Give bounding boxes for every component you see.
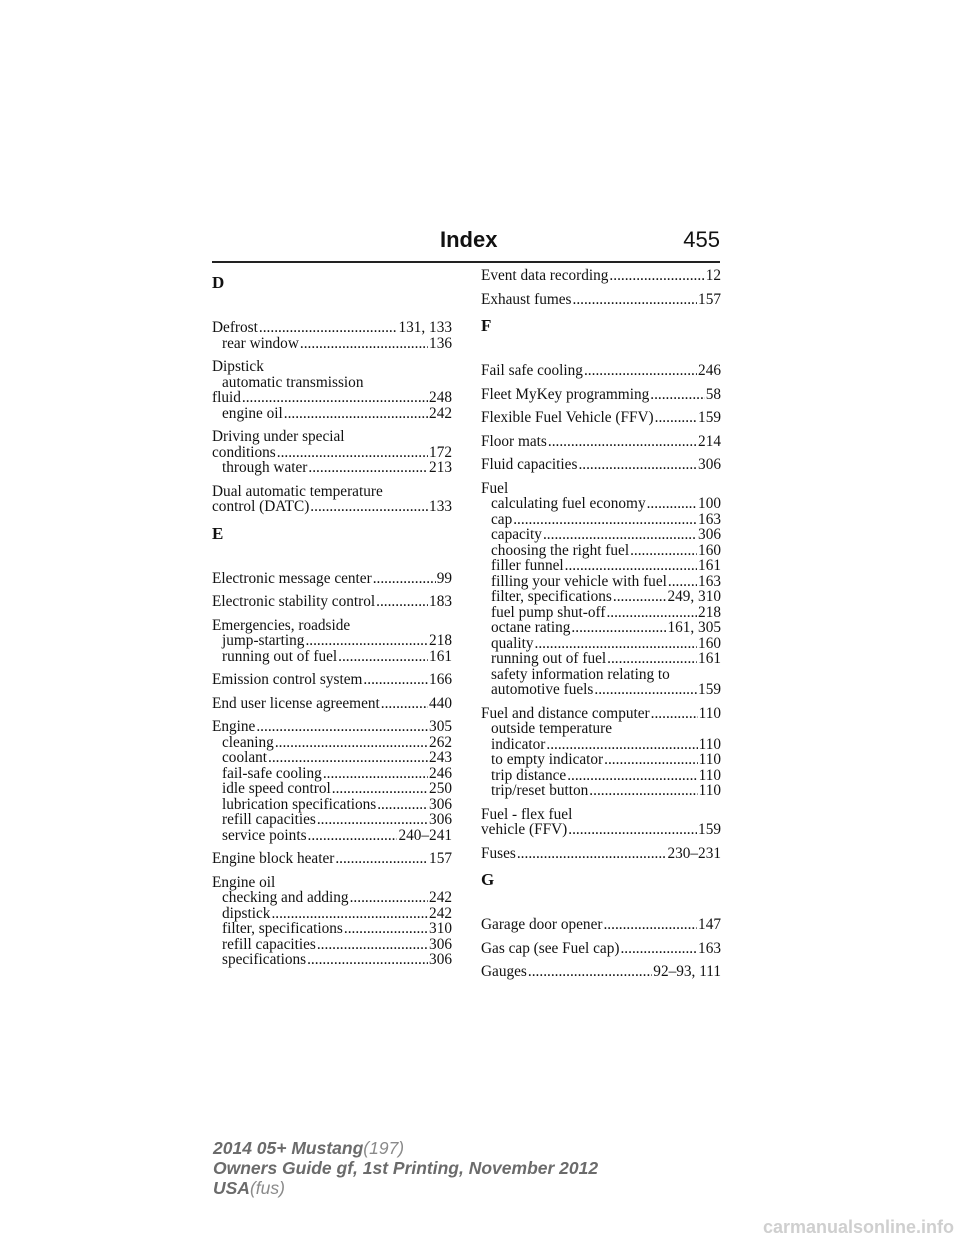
index-subentry [481,768,721,784]
index-subentry [481,605,721,621]
index-term [481,363,721,379]
page-header [212,225,720,263]
page-ref: 100 [698,495,721,512]
index-entry [481,807,721,838]
index-entry [212,696,452,712]
index-subentry [212,952,452,968]
dot-leader [655,410,697,426]
entry-text: Event data recording [481,267,609,284]
index-subentry [212,812,452,828]
index-subentry [212,735,452,751]
entry-text: refill capacities [222,811,316,828]
page-ref: 160 [698,634,721,652]
dot-leader [259,320,398,336]
section-letter: E [212,523,224,543]
dot-leader [344,921,428,937]
dot-leader [317,937,428,953]
entry-text: Driving under special [212,428,345,445]
entry-text: engine oil [222,404,283,422]
entry-text: End user license agreement [212,694,380,712]
index-subentry [212,375,452,391]
entry-text: Fuses [481,844,516,862]
entry-text: indicator [491,735,546,753]
index-subentry [481,737,721,753]
section-letter: G [481,870,495,889]
dot-leader [573,292,698,308]
dot-leader [543,527,697,543]
entry-text: Dual automatic temperature [212,482,383,500]
entry-text: fail-safe cooling [222,764,322,782]
index-subentry [481,589,721,605]
entry-text: quality [491,634,534,652]
dot-leader [594,682,697,698]
index-subentry [481,543,721,559]
index-term [212,359,452,375]
page-ref: 163 [698,939,721,957]
dot-leader [613,589,667,605]
dot-leader [277,445,428,461]
index-term [212,390,452,406]
index-term [481,846,721,862]
entry-text: filling your vehicle with fuel [491,572,667,590]
page-ref: 157 [429,850,452,867]
entry-text: conditions [212,443,276,461]
dot-leader [647,496,697,512]
index-subentry [212,906,452,922]
index-entry [481,706,721,799]
dot-leader [513,512,697,528]
index-term [481,822,721,838]
index-entry [212,571,452,587]
index-subentry [481,651,721,667]
footer [213,1138,598,1198]
dot-leader [308,828,398,844]
dot-leader [607,651,697,667]
index-term [481,387,721,403]
entry-text: fuel pump shut-off [491,603,606,621]
dot-leader [650,387,704,403]
page-ref: 110 [698,735,721,753]
entry-text: Emission control system [212,671,363,688]
index-entry [481,941,721,957]
dot-leader [589,783,697,799]
index-term [212,719,452,735]
index-subentry [212,649,452,665]
page-ref: 110 [698,766,721,784]
page-ref: 248 [429,389,452,406]
section-letter: D [212,273,225,292]
page-ref: 183 [429,593,452,610]
page-ref: 99 [436,569,452,587]
dot-leader [578,457,697,473]
page-ref: 160 [698,541,721,559]
index-column-right [481,268,721,988]
entry-text: running out of fuel [222,647,338,665]
entry-text: Electronic message center [212,569,372,587]
page-ref: 58 [705,385,721,403]
entry-text: rear window [222,334,299,352]
index-subentry [212,750,452,766]
entry-text: vehicle (FFV) [481,821,568,838]
page-ref: 306 [429,795,452,813]
footer-line-3: USA(fus) [213,1178,285,1198]
index-column-left [212,268,452,976]
index-subentry [212,633,452,649]
entry-text: Engine [212,718,256,735]
index-subentry [481,620,721,636]
entry-text: specifications [222,951,307,968]
index-entry [212,618,452,665]
entry-text: Fluid capacities [481,456,578,473]
index-term [481,917,721,933]
entry-text: automotive fuels [491,681,594,698]
dot-leader [567,768,697,784]
page-ref: 147 [698,916,721,933]
index-term [481,807,721,823]
entry-text: jump-starting [222,632,305,649]
entry-text: to empty indicator [491,751,604,768]
entry-text: safety information relating to [491,665,670,683]
index-term [212,320,452,336]
index-term [212,499,452,515]
page-ref: 305 [429,718,452,735]
page-ref: 306 [698,526,721,543]
index-term [212,429,452,445]
index-subentry [212,890,452,906]
page-ref: 246 [429,764,452,782]
dot-leader [307,952,428,968]
index-entry [212,429,452,476]
dot-leader [528,964,652,980]
page-ref: 161 [698,557,721,574]
index-term [212,571,452,587]
index-entry [212,359,452,421]
dot-leader [284,406,428,422]
entry-text: lubrication specifications [222,795,377,813]
page-ref: 213 [429,459,452,476]
page-ref: 131, 133 [398,319,452,336]
entry-text: Fuel [481,479,509,497]
page-ref: 242 [429,889,452,906]
dot-leader [546,737,697,753]
entry-text: Gas cap (see Fuel cap) [481,939,620,957]
dot-leader [609,268,704,284]
dot-leader [565,558,697,574]
page-ref: 440 [429,694,452,712]
dot-leader [571,620,666,636]
page-ref: 92–93, 111 [653,963,721,980]
page-ref: 214 [698,432,721,450]
page-ref: 157 [698,290,721,308]
page-ref: 306 [429,935,452,953]
dot-leader [381,696,428,712]
entry-text: Defrost [212,319,258,336]
page-ref: 136 [429,334,452,352]
dot-leader [350,890,428,906]
index-subentry [212,797,452,813]
page-ref: 249, 310 [667,588,721,605]
entry-text: Flexible Fuel Vehicle (FFV) [481,409,654,426]
page-ref: 242 [429,904,452,922]
page-ref: 246 [698,362,721,379]
index-subentry [212,937,452,953]
entry-text: cap [491,510,513,528]
index-term [212,672,452,688]
entry-text: Electronic stability control [212,593,376,610]
index-term [212,875,452,891]
index-subentry [481,496,721,512]
dot-leader [584,363,697,379]
dot-leader [620,941,697,957]
index-entry [481,363,721,379]
index-entry [212,594,452,610]
entry-text: octane rating [491,619,571,636]
page-ref: 262 [429,733,452,751]
entry-text: filter, specifications [491,588,612,605]
index-term [481,706,721,722]
page-ref: 310 [429,920,452,937]
dot-leader [373,571,436,587]
page-title: Index [440,227,498,252]
page-ref: 166 [429,671,452,688]
page-ref: 110 [698,782,721,799]
entry-text: Fail safe cooling [481,362,583,379]
entry-text: filter, specifications [222,920,343,937]
index-term [481,434,721,450]
entry-text: Fuel and distance computer [481,704,650,722]
dot-leader [376,594,428,610]
entry-text: control (DATC) [212,498,310,515]
index-entry [481,457,721,473]
dot-leader [300,336,428,352]
page-ref: 159 [698,681,721,698]
dot-leader [668,574,697,590]
entry-text: dipstick [222,904,271,922]
dot-leader [338,649,428,665]
dot-leader [323,766,428,782]
page-ref: 161 [429,647,452,665]
page-ref: 161, 305 [667,619,721,636]
dot-leader [548,434,697,450]
dot-leader [535,636,698,652]
page-ref: 306 [429,951,452,968]
entry-text: automatic transmission [222,373,364,391]
index-entry [481,964,721,980]
page-ref: 163 [698,510,721,528]
index-entry [212,320,452,351]
dot-leader [606,605,697,621]
index-entry [212,484,452,515]
entry-text: trip/reset button [491,782,589,799]
entry-text: idle speed control [222,780,331,797]
entry-text: Fuel - flex fuel [481,805,573,823]
entry-text: refill capacities [222,935,316,953]
page-ref: 306 [429,811,452,828]
index-entry [481,292,721,308]
page-ref: 163 [698,572,721,590]
index-subentry [212,766,452,782]
page-ref: 172 [429,443,452,461]
entry-text: Engine block heater [212,850,335,867]
entry-text: fluid [212,389,241,406]
index-subentry [212,781,452,797]
footer-line-1: 2014 05+ Mustang(197) [213,1138,405,1158]
page-number: 455 [683,227,720,252]
index-term [481,964,721,980]
dot-leader [275,735,428,751]
page-ref: 306 [698,456,721,473]
index-term [481,481,721,497]
index-term [212,851,452,867]
dot-leader [377,797,428,813]
entry-text: running out of fuel [491,650,607,667]
page-ref: 110 [698,704,721,722]
dot-leader [305,633,428,649]
index-term [212,445,452,461]
page-ref: 159 [698,821,721,838]
index-subentry [481,667,721,683]
index-subentry [481,682,721,698]
index-subentry [212,406,452,422]
entry-text: Emergencies, roadside [212,616,351,634]
entry-text: through water [222,459,308,476]
index-entry [212,719,452,843]
page-ref: 218 [429,632,452,649]
dot-leader [242,390,428,406]
entry-text: Floor mats [481,432,547,450]
section-letter: F [481,316,492,335]
entry-text: filler funnel [491,557,564,574]
index-entry [481,481,721,698]
index-term [212,618,452,634]
index-entry [481,410,721,426]
dot-leader [332,781,428,797]
entry-text: Fleet MyKey programming [481,385,650,403]
entry-text: Gauges [481,963,527,980]
dot-leader [271,906,428,922]
entry-text: capacity [491,526,542,543]
index-entry [212,851,452,867]
entry-text: Garage door opener [481,916,603,933]
index-entry [212,875,452,968]
dot-leader [310,499,428,515]
index-term [212,696,452,712]
index-subentry [212,460,452,476]
index-subentry [212,921,452,937]
index-term [481,292,721,308]
index-term [212,594,452,610]
dot-leader [268,750,428,766]
index-subentry [481,512,721,528]
dot-leader [335,851,428,867]
index-entry [481,917,721,933]
entry-text: cleaning [222,733,274,751]
entry-text: trip distance [491,766,567,784]
page-ref: 243 [429,749,452,766]
index-subentry [481,783,721,799]
page-ref: 133 [429,498,452,515]
page-ref: 218 [698,603,721,621]
page-ref: 12 [705,267,721,284]
index-entry [481,387,721,403]
index-entry [212,672,452,688]
entry-text: Engine oil [212,873,276,891]
index-subentry [481,574,721,590]
index-subentry [481,527,721,543]
dot-leader [517,846,667,862]
index-subentry [212,828,452,844]
index-subentry [481,558,721,574]
watermark: carmanualsonline.info [762,1217,954,1237]
dot-leader [308,460,428,476]
index-term [212,484,452,500]
index-subentry [481,636,721,652]
page-ref: 230–231 [667,844,721,862]
dot-leader [317,812,428,828]
index-term [481,457,721,473]
page-ref: 110 [698,751,721,768]
page-ref: 250 [429,780,452,797]
page-ref: 159 [698,409,721,426]
index-entry [481,434,721,450]
dot-leader [604,752,697,768]
entry-text: service points [222,826,307,844]
dot-leader [568,822,697,838]
page-ref: 240–241 [398,826,452,844]
index-term [481,410,721,426]
index-entry [481,268,721,284]
page-ref: 242 [429,404,452,422]
dot-leader [630,543,697,559]
index-subentry [481,721,721,737]
dot-leader [363,672,428,688]
entry-text: coolant [222,749,268,766]
index-term [481,268,721,284]
index-entry [481,846,721,862]
index-subentry [481,752,721,768]
entry-text: Exhaust fumes [481,290,572,308]
entry-text: calculating fuel economy [491,495,646,512]
dot-leader [651,706,698,722]
entry-text: checking and adding [222,889,349,906]
dot-leader [603,917,697,933]
entry-text: outside temperature [491,720,613,737]
page-ref: 161 [698,650,721,667]
footer-line-2: Owners Guide gf, 1st Printing, November 2012 [213,1158,599,1178]
index-subentry [212,336,452,352]
index-term [481,941,721,957]
dot-leader [256,719,428,735]
entry-text: Dipstick [212,358,264,375]
entry-text: choosing the right fuel [491,541,630,559]
